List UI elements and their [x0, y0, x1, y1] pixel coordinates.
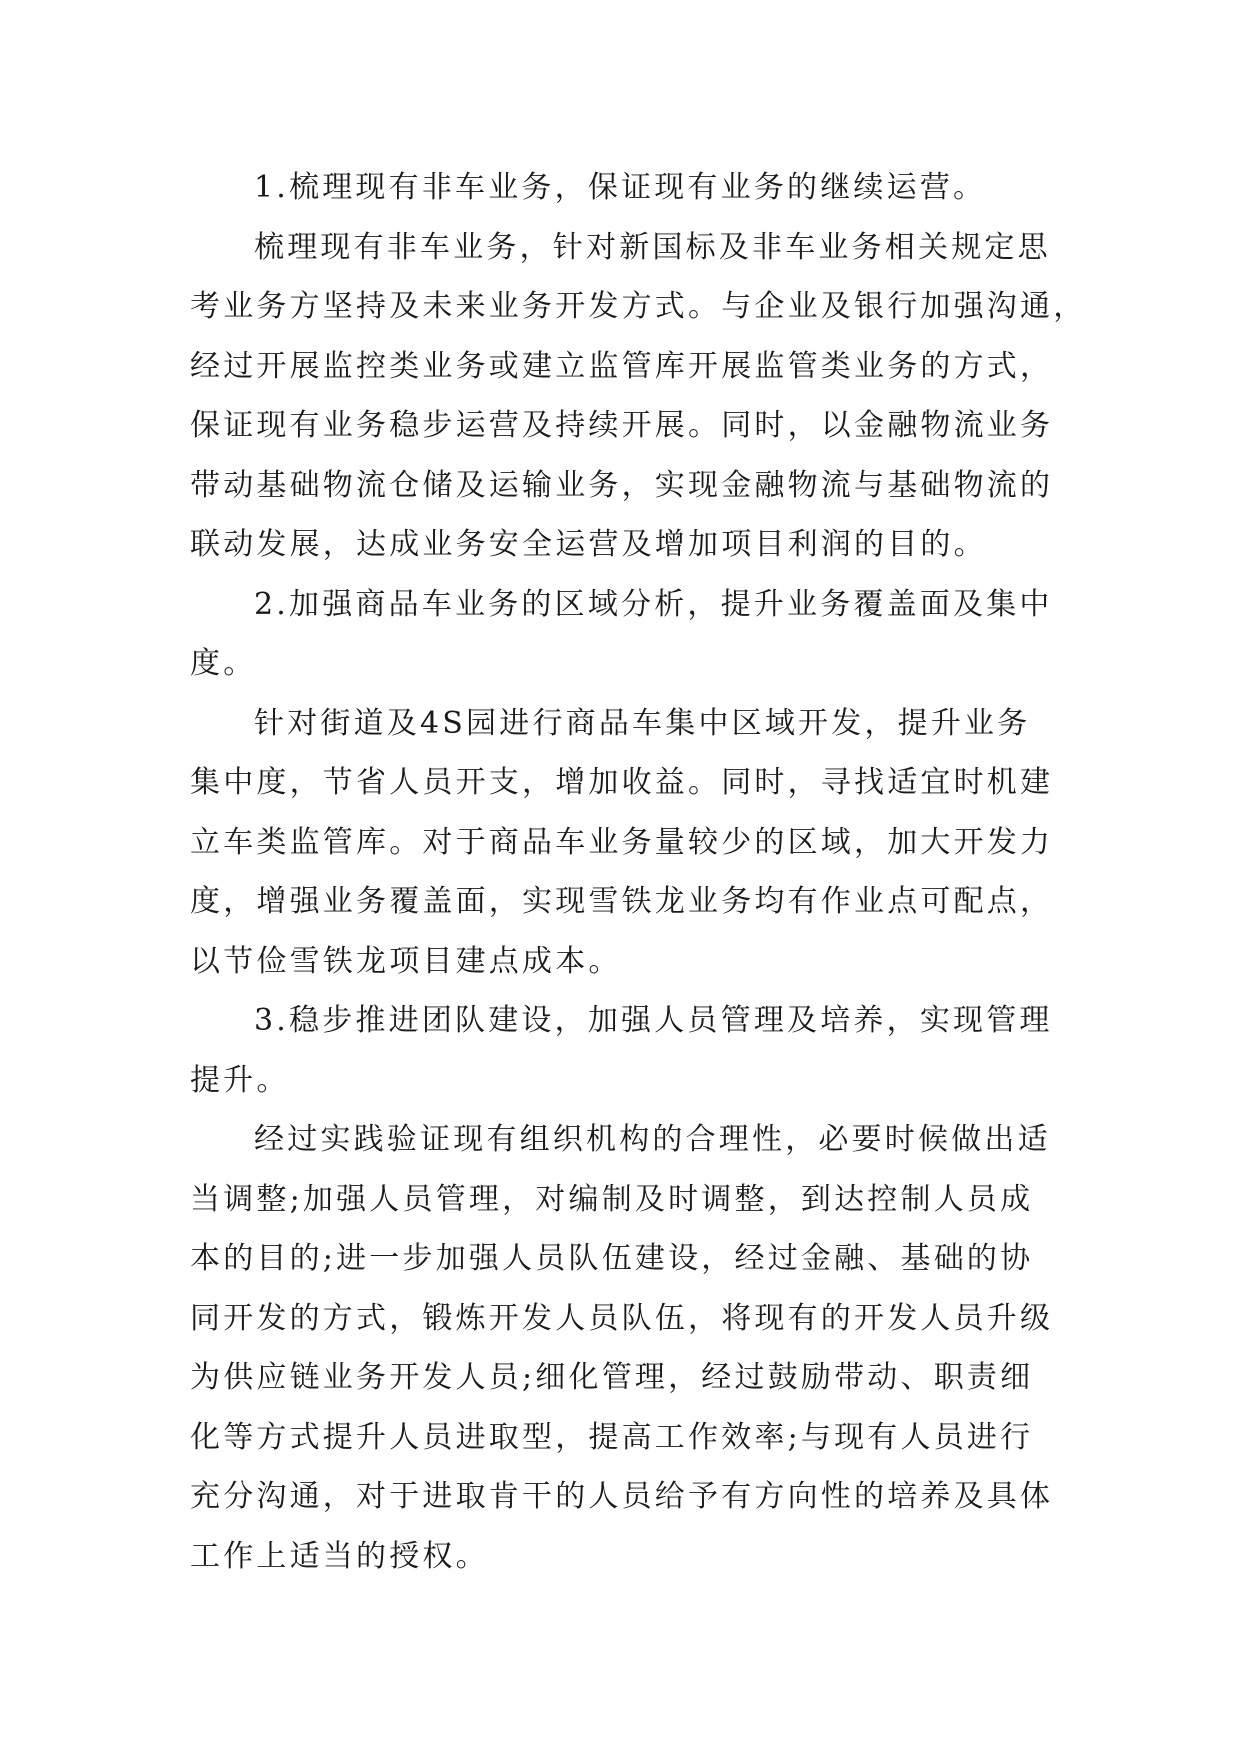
text-line: 保证现有业务稳步运营及持续开展。同时，以金融物流业务	[190, 408, 1054, 443]
text-line: 化等方式提升人员进取型，提高工作效率;与现有人员进行	[190, 1419, 1034, 1455]
text-line: 当调整;加强人员管理，对编制及时调整，到达控制人员成	[190, 1181, 1034, 1217]
section-body-3	[190, 1110, 1070, 1586]
text-line: 考业务方坚持及未来业务开发方式。与企业及银行加强沟通，	[190, 289, 1087, 324]
text-line: 集中度，节省人员开支，增加收益。同时，寻找适宜时机建	[190, 765, 1054, 800]
text-line: 1.梳理现有非车业务，保证现有业务的继续运营。	[254, 170, 987, 205]
text-line: 立车类监管库。对于商品车业务量较少的区域，加大开发力	[190, 824, 1054, 860]
text-line: 梳理现有非车业务，针对新国标及非车业务相关规定思	[254, 229, 1051, 265]
section-heading-3	[190, 991, 1070, 1110]
text-line: 经过实践验证现有组织机构的合理性，必要时候做出适	[254, 1122, 1051, 1157]
text-line: 针对街道及4S园进行商品车集中区域开发，提升业务	[254, 705, 1031, 741]
document-body	[190, 158, 1087, 1586]
section-heading-2	[190, 575, 1070, 694]
text-line: 以节俭雪铁龙项目建点成本。	[190, 943, 622, 979]
section-body-1	[190, 218, 1087, 575]
section-body-2	[190, 694, 1070, 992]
text-line: 工作上适当的授权。	[190, 1538, 489, 1574]
text-line: 度，增强业务覆盖面，实现雪铁龙业务均有作业点可配点，	[190, 884, 1054, 919]
text-line: 3.稳步推进团队建设，加强人员管理及培养，实现管理	[254, 1003, 1053, 1038]
text-line: 本的目的;进一步加强人员队伍建设，经过金融、基础的协	[190, 1241, 1034, 1276]
text-line: 同开发的方式，锻炼开发人员队伍，将现有的开发人员升级	[190, 1300, 1054, 1336]
text-line: 为供应链业务开发人员;细化管理，经过鼓励带动、职责细	[190, 1360, 1034, 1395]
text-line: 提升。	[190, 1062, 290, 1098]
text-line: 充分沟通，对于进取肯干的人员给予有方向性的培养及具体	[190, 1479, 1054, 1514]
section-heading-1	[190, 158, 1070, 218]
text-line: 带动基础物流仓储及运输业务，实现金融物流与基础物流的	[190, 467, 1054, 503]
text-line: 联动发展，达成业务安全运营及增加项目利润的目的。	[190, 527, 987, 562]
text-line: 2.加强商品车业务的区域分析，提升业务覆盖面及集中	[254, 586, 1053, 622]
text-line: 经过开展监控类业务或建立监管库开展监管类业务的方式，	[190, 348, 1054, 384]
text-line: 度。	[190, 646, 257, 681]
